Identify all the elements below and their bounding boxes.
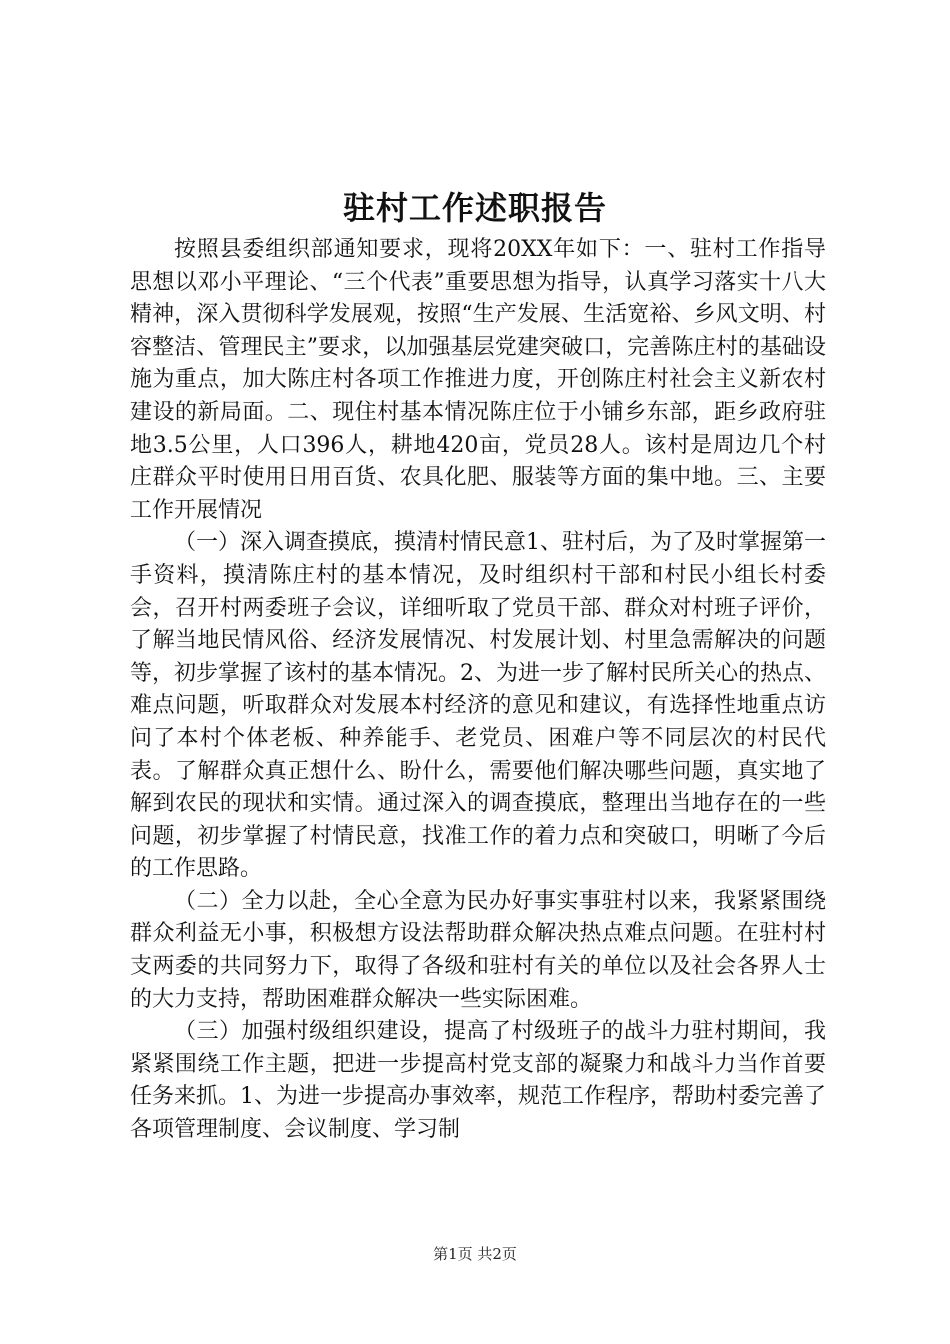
paragraph-section-1: （一）深入调查摸底，摸清村情民意1、驻村后，为了及时掌握第一手资料，摸清陈庄村的基本情况，及时组织村干部和村民小组长村委会，召开村两委班子会议，详细听取了党员干部、群众对村班子评价，了解当地民情风俗、经济发展情况、村发展计划、村里急需解决的问题等，初步掌握了该村的基本情况。2、为进一步了解村民所关心的热点、难点问题，听取群众对发展本村经济的意见和建议，有选择性地重点访问了本村个体老板、种养能手、老党员、困难户等不同层次的村民代表。了解群众真正想什么、盼什么，需要他们解决哪些问题，真实地了解到农民的现状和实情。通过深入的调查摸底，整理出当地存在的一些问题，初步掌握了村情民意，找准工作的着力点和突破口，明晰了今后的工作思路。 — [130, 530, 826, 882]
paragraph-intro: 按照县委组织部通知要求，现将20XX年如下：一、驻村工作指导思想以邓小平理论、“三个代表”重要思想为指导，认真学习落实十八大精神，深入贯彻科学发展观，按照“生产发展、生活宽裕、乡风文明、村容整洁、管理民主”要求，以加强基层党建突破口，完善陈庄村的基础设施为重点，加大陈庄村各项工作推进力度，开创陈庄村社会主义新农村建设的新局面。二、现住村基本情况陈庄位于小铺乡东部，距乡政府驻地3.5公里，人口396人，耕地420亩，党员28人。该村是周边几个村庄群众平时使用日用百货、农具化肥、服装等方面的集中地。三、主要工作开展情况 — [130, 237, 826, 523]
paragraph-section-2: （二）全力以赴，全心全意为民办好事实事驻村以来，我紧紧围绕群众利益无小事，积极想方设法帮助群众解决热点难点问题。在驻村村支两委的共同努力下，取得了各级和驻村有关的单位以及社会各界人士的大力支持，帮助困难群众解决一些实际困难。 — [130, 888, 826, 1012]
paragraph-section-3: （三）加强村级组织建设，提高了村级班子的战斗力驻村期间，我紧紧围绕工作主题，把进一步提高村党支部的凝聚力和战斗力当作首要任务来抓。1、为进一步提高办事效率，规范工作程序，帮助村委完善了各项管理制度、会议制度、学习制 — [130, 1019, 826, 1143]
document-title: 驻村工作述职报告 — [342, 189, 607, 227]
document-body — [130, 234, 826, 1147]
page-number-footer: 第1页 共2页 — [433, 1245, 517, 1263]
